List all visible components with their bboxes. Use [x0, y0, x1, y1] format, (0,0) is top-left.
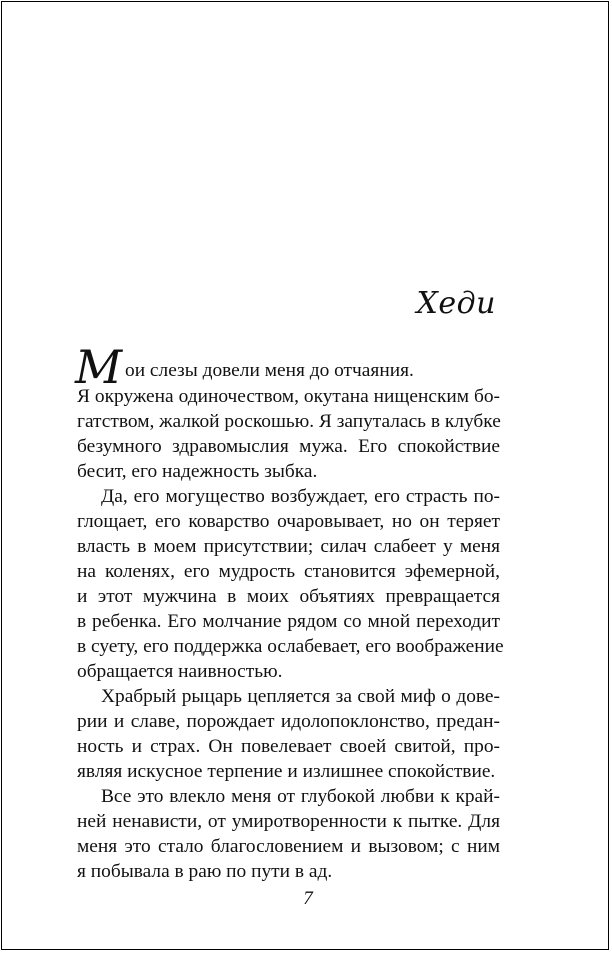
text-line: власть в моем присутствии; силач слабеет у меня	[77, 536, 500, 557]
text-line: и этот мужчина в моих объятиях превращается	[77, 586, 500, 607]
text-line: ои слезы довели меня до отчаяния.	[125, 360, 414, 381]
text-line: ней ненависти, от умиротворенности к пытке. Для	[77, 811, 500, 832]
text-line: глощает, его коварство очаровывает, но он теряет	[77, 511, 500, 532]
page-number: 7	[303, 888, 313, 909]
text-line: Я окружена одиночеством, окутана нищенским бо-	[77, 386, 500, 407]
text-line: я побывала в раю по пути в ад.	[77, 861, 333, 882]
text-line: на коленях, его мудрость становится эфемерной,	[77, 561, 500, 582]
first-paragraph-opening	[75, 340, 500, 394]
text-line: безумного здравомыслия мужа. Его спокойствие	[77, 436, 500, 457]
page	[1, 1, 609, 950]
text-line: обращается наивностью.	[77, 661, 283, 682]
text-line: в ребенка. Его молчание рядом со мной переходит	[77, 611, 500, 632]
text-line: Да, его могущество возбуждает, его страсть по-	[101, 486, 500, 507]
text-line: в суету, его поддержка ослабевает, его воображение	[77, 636, 504, 657]
text-line: являя искусное терпение и излишнее спокойствие.	[77, 761, 496, 782]
text-line: рии и славе, порождает идолопоклонство, предан-	[77, 711, 500, 732]
drop-cap: М	[75, 340, 123, 394]
chapter-title: Хеди	[416, 286, 496, 321]
text-line: Все это влекло меня от глубокой любви к край-	[101, 786, 500, 807]
text-line: Храбрый рыцарь цепляется за свой миф о дове-	[101, 686, 500, 707]
text-line: ность и страх. Он повелевает своей свитой, про-	[77, 736, 500, 757]
text-line: гатством, жалкой роскошью. Я запуталась в клубке	[77, 411, 501, 432]
text-line: меня это стало благословением и вызовом; с ним	[77, 836, 500, 857]
text-line: бесит, его надежность зыбка.	[77, 461, 318, 482]
text-block	[75, 340, 504, 884]
